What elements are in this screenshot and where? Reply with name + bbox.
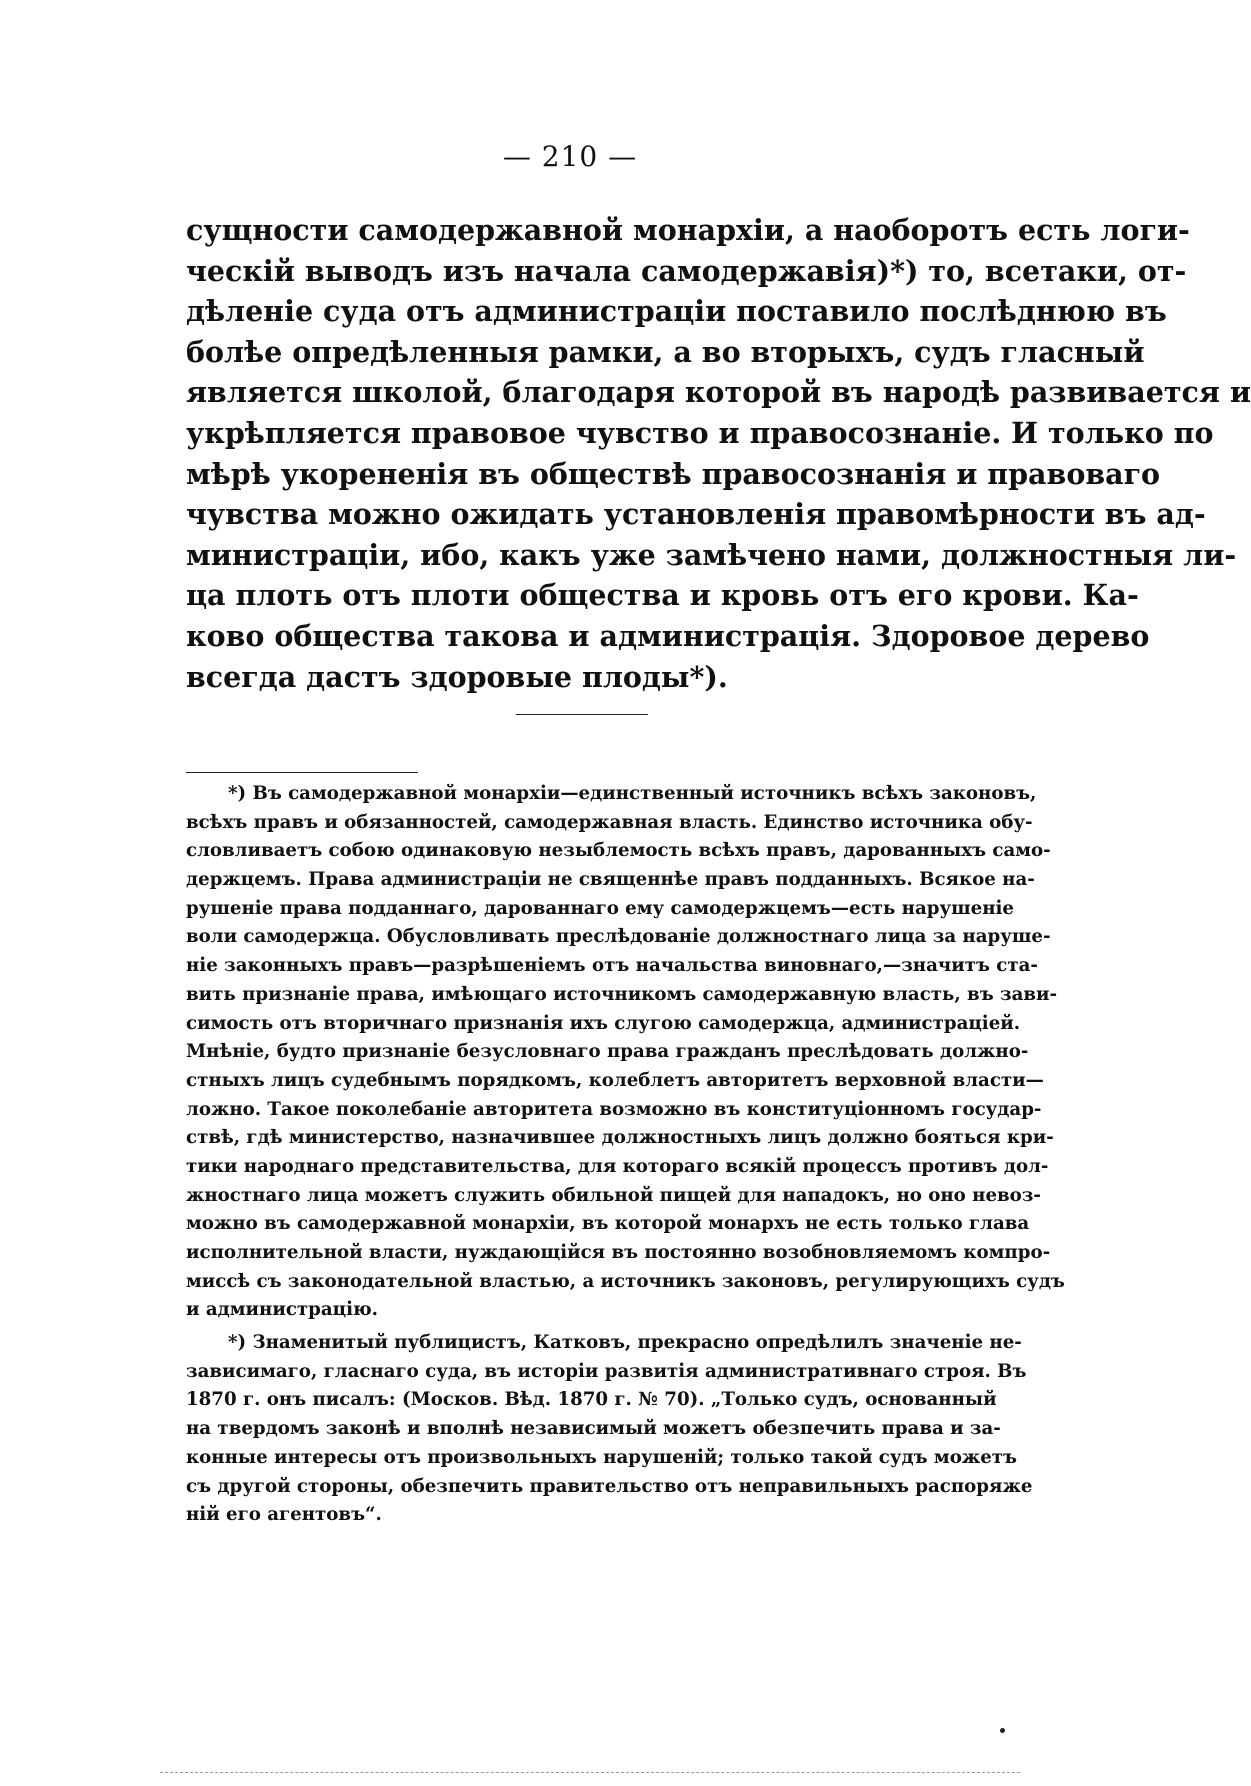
main-text-line: болѣе опредѣленныя рамки, а во вторыхъ, судъ гласный — [186, 334, 1145, 369]
footnote-line: ній его агентовъ“. — [186, 1504, 382, 1526]
main-text-line: сущности самодержавной монархіи, а наоборотъ есть логи- — [186, 213, 1190, 247]
footnote-divider — [186, 772, 418, 773]
page-number: — 210 — — [502, 140, 638, 173]
footnote-line: *) Знаменитый публицистъ, Катковъ, прекрасно опредѣлилъ значеніе не- — [228, 1332, 1022, 1354]
footnote-line: ствѣ, гдѣ министерство, назначившее должностныхъ лицъ должно бояться кри- — [186, 1127, 1054, 1149]
footnote-line: воли самодержца. Обусловливать преслѣдованіе должностнаго лица за наруше- — [186, 926, 1051, 948]
footnote-line: зависимаго, гласнаго суда, въ исторіи развитія административнаго строя. Въ — [186, 1360, 1027, 1382]
footnote-line: словливаетъ собою одинаковую незыблемость всѣхъ правъ, дарованныхъ само- — [186, 840, 1051, 862]
section-divider — [516, 714, 648, 715]
footnote-line: *) Въ самодержавной монархіи—единственный источникъ всѣхъ законовъ, — [228, 783, 1037, 804]
main-text-line: ца плоть отъ плоти общества и кровь отъ его крови. Ка- — [186, 578, 1139, 613]
main-text-line: дѣленіе суда отъ администраціи поставило послѣднюю въ — [186, 294, 1167, 329]
main-text-line: министраціи, ибо, какъ уже замѣчено нами, должностныя ли- — [186, 537, 1237, 572]
main-text-line: мѣрѣ укорененія въ обществѣ правосознанія и правоваго — [186, 456, 1161, 491]
footnote-line: съ другой стороны, обезпечить правительство отъ неправильныхъ распоряже — [186, 1475, 1033, 1497]
footnote-line: жностнаго лица можетъ служить обильной пищей для нападокъ, но оно невоз- — [186, 1184, 1041, 1206]
footnote-line: всѣхъ правъ и обязанностей, самодержавная власть. Единство источника обу- — [186, 811, 1033, 833]
main-text-line: укрѣпляется правовое чувство и правосознаніе. И только по — [186, 415, 1214, 450]
footnote-line: на твердомъ законѣ и вполнѣ независимый можетъ обезпечить права и за- — [186, 1418, 1001, 1440]
main-text-line: ково общества такова и администрація. Здоровое дерево — [186, 618, 1150, 653]
footnote-line: и администрацію. — [186, 1299, 378, 1321]
footnote-line: конные интересы отъ произвольныхъ нарушеній; только такой судъ можетъ — [186, 1446, 1017, 1468]
footnote-1 — [186, 780, 1065, 1325]
footnote-line: можно въ самодержавной монархіи, въ которой монархъ не есть только глава — [186, 1213, 1030, 1235]
footnote-line: ложно. Такое поколебаніе авторитета возможно въ конституціонномъ государ- — [186, 1098, 1042, 1120]
footnote-line: 1870 г. онъ писалъ: (Москов. Вѣд. 1870 г. № 70). „Только судъ, основанный — [186, 1389, 997, 1411]
footnote-line: вить признаніе права, имѣющаго источникомъ самодержавную власть, въ зави- — [186, 983, 1058, 1005]
footnote-line: исполнительной власти, нуждающійся въ постоянно возобновляемомъ компро- — [186, 1242, 1051, 1263]
footnote-line: стныхъ лицъ судебнымъ порядкомъ, колеблетъ авторитетъ верховной власти— — [186, 1069, 1044, 1091]
main-text-line: чувства можно ожидать установленія правомѣрности въ ад- — [186, 497, 1206, 532]
footnote-line: тики народнаго представительства, для котораго всякій процессъ противъ дол- — [186, 1155, 1049, 1177]
footnote-line: рушеніе права подданнаго, дарованнаго ему самодержцемъ—есть нарушеніе — [186, 897, 1014, 919]
main-text-line: всегда дастъ здоровые плоды*). — [186, 659, 728, 694]
print-speck — [1000, 1728, 1005, 1733]
footnote-line: симость отъ вторичнаго признанія ихъ слугою самодержца, администраціей. — [186, 1012, 1021, 1034]
main-text-line: ческій выводъ изъ начала самодержавія)*) то, всетаки, от- — [186, 253, 1187, 288]
main-text-line: является школой, благодаря которой въ народѣ развивается и — [186, 375, 1251, 410]
footnote-line: миссѣ съ законодательной властью, а источникъ законовъ, регулирующихъ судъ — [186, 1270, 1065, 1292]
footnotes-block — [186, 780, 1065, 1530]
footnote-line: Мнѣніе, будто признаніе безусловнаго права гражданъ преслѣдовать должно- — [186, 1041, 1029, 1063]
scan-edge-line — [160, 1772, 1020, 1773]
footnote-line: ніе законныхъ правъ—разрѣшеніемъ отъ начальства виновнаго,—значитъ ста- — [186, 955, 1038, 977]
footnote-2 — [186, 1329, 1033, 1530]
main-text-block — [186, 210, 1251, 697]
footnote-line: держцемъ. Права администраціи не священнѣе правъ подданныхъ. Всякое на- — [186, 869, 1035, 891]
